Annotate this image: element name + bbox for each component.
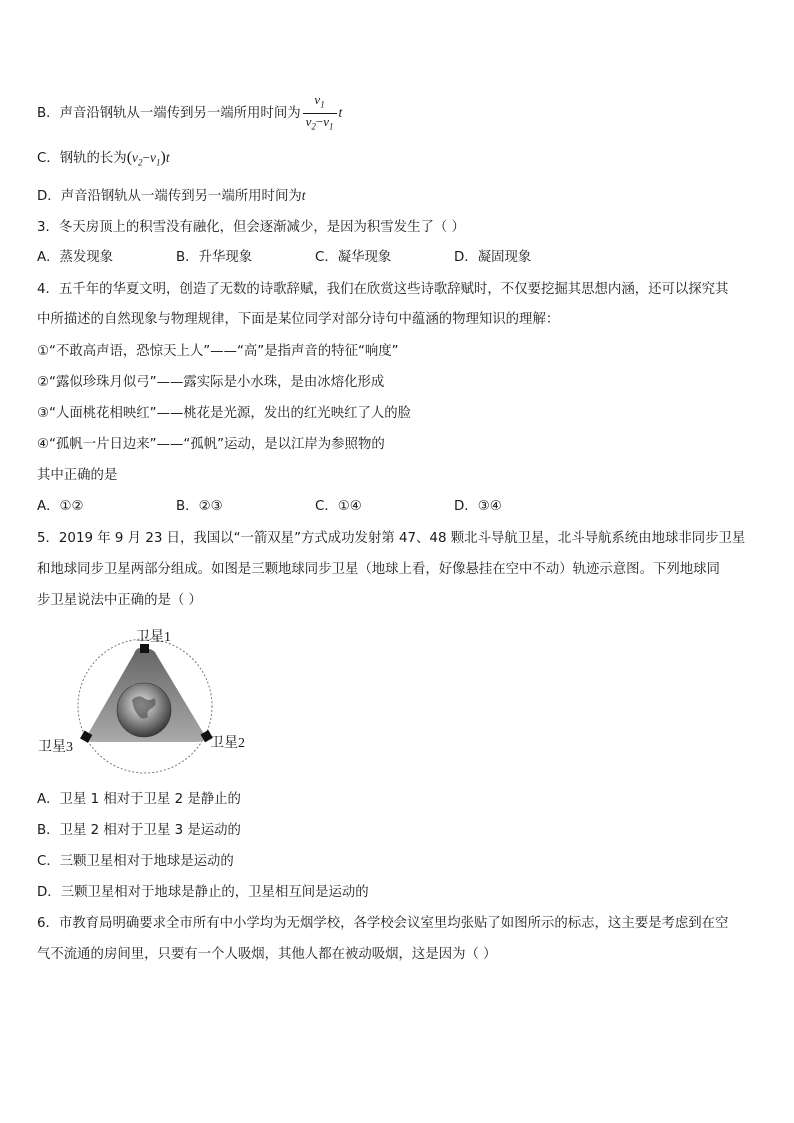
- q5-stem-line3: 步卫星说法中正确的是（ ）: [37, 593, 202, 608]
- q4-option-a: A．①②: [37, 499, 84, 514]
- q4-stem-line2: 中所描述的自然现象与物理规律，下面是某位同学对部分诗句中蕴涵的物理知识的理解：: [37, 312, 560, 327]
- q5-stem-line2: 和地球同步卫星两部分组成。如图是三颗地球同步卫星（地球上看，好像悬挂在空中不动）轨迹示意图。下列地球同: [37, 562, 720, 577]
- q5-option-c: C．三颗卫星相对于地球是运动的: [37, 854, 234, 869]
- satellite-2-label: 卫星2: [210, 736, 245, 751]
- q3-option-d: D．凝固现象: [454, 250, 532, 265]
- q5-option-a: A．卫星 1 相对于卫星 2 是静止的: [37, 792, 241, 807]
- time-variable: t: [338, 105, 343, 121]
- q3-option-b: B．升华现象: [176, 250, 253, 265]
- satellite-3-label: 卫星3: [38, 740, 73, 755]
- q6-stem-line2: 气不流通的房间里，只要有一个人吸烟，其他人都在被动吸烟，这是因为（ ）: [37, 947, 497, 962]
- q5-stem-line1: 5．2019 年 9 月 23 日，我国以“一箭双星”方式成功发射第 47、48 颗北斗导航卫星，北斗导航系统由地球非同步卫星: [37, 531, 746, 546]
- q3-option-c: C．凝华现象: [315, 250, 392, 265]
- q4-item-1: ①“不敢高声语，恐惊天上人”——“高”是指声音的特征“响度”: [37, 344, 399, 359]
- q4-option-b: B．②③: [176, 499, 223, 514]
- fraction: $\frac{v_1}{v_2-v_1}$: [303, 92, 337, 134]
- q4-tail: 其中正确的是: [37, 468, 118, 483]
- q4-item-3: ③“人面桃花相映红”——桃花是光源，发出的红光映红了人的脸: [37, 406, 412, 421]
- q2-option-b: [37, 92, 342, 134]
- q6-stem-line1: 6．市教育局明确要求全市所有中小学均为无烟学校，各学校会议室里均张贴了如图所示的标志，这主要是考虑到在空: [37, 916, 729, 931]
- q3-option-a: A．蒸发现象: [37, 250, 114, 265]
- q4-option-d: D．③④: [454, 499, 502, 514]
- q5-option-d: D．三颗卫星相对于地球是静止的，卫星相互间是运动的: [37, 885, 369, 900]
- q4-option-c: C．①④: [315, 499, 362, 514]
- q4-stem-line1: 4．五千年的华夏文明，创造了无数的诗歌辞赋，我们在欣赏这些诗歌辞赋时，不仅要挖掘其思想内涵，还可以探究其: [37, 282, 729, 297]
- q2-option-b-text: B．声音沿钢轨从一端传到另一端所用时间为: [37, 106, 301, 122]
- q5-option-b: B．卫星 2 相对于卫星 3 是运动的: [37, 823, 241, 838]
- satellite-1-label: 卫星1: [136, 630, 171, 645]
- satellite-figure: [36, 622, 245, 774]
- q2-option-c: C．钢轨的长为$(v_2-v_1)t$: [37, 149, 170, 168]
- q4-item-4: ④“孤帆一片日边来”——“孤帆”运动，是以江岸为参照物的: [37, 437, 385, 452]
- q4-item-2: ②“露似珍珠月似弓”——露实际是小水珠，是由冰熔化形成: [37, 375, 385, 390]
- q3-stem: 3．冬天房顶上的积雪没有融化，但会逐渐减少，是因为积雪发生了（ ）: [37, 220, 465, 235]
- q2-option-d: D．声音沿钢轨从一端传到另一端所用时间为t: [37, 188, 306, 204]
